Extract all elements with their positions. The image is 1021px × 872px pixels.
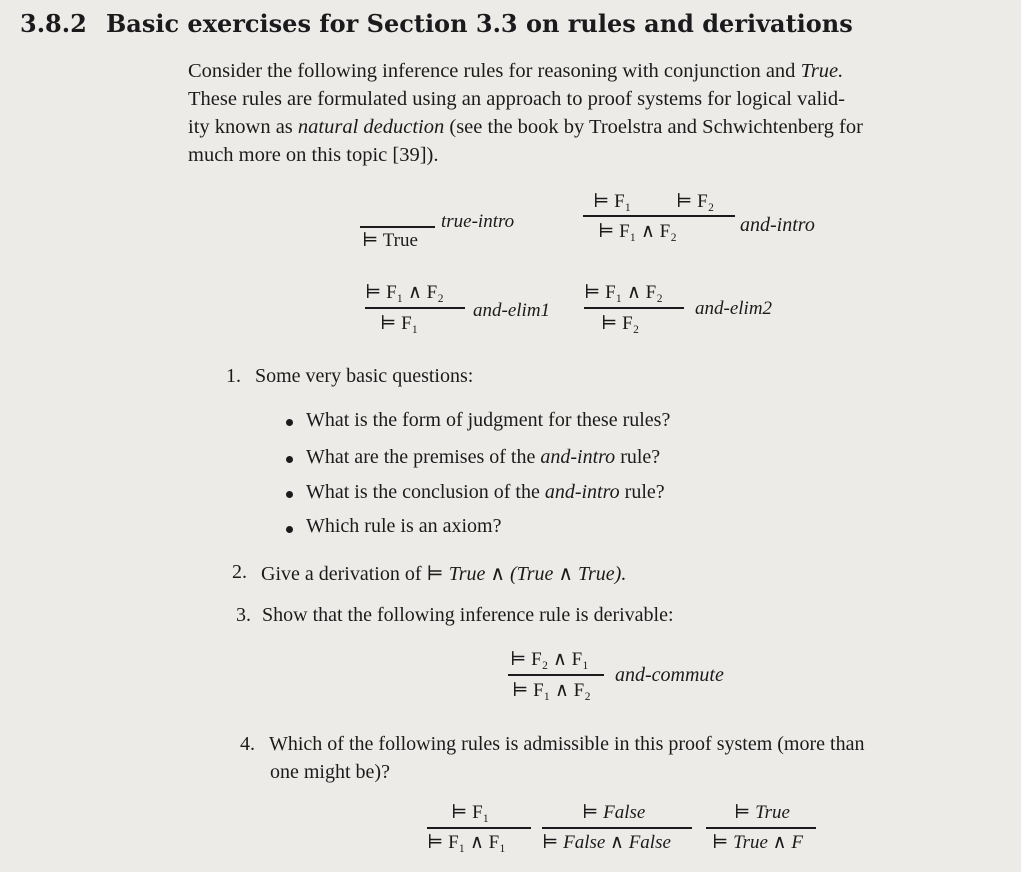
rule-premise: ⊨ F₁ ∧ F₂ — [584, 282, 663, 303]
rule-conclusion: ⊨ True ∧ F — [712, 832, 803, 853]
section-title: Basic exercises for Section 3.3 on rules and derivations — [106, 9, 853, 38]
rule-conclusion: ⊨ False ∧ False — [542, 832, 671, 853]
intro-line-3: ity known as natural deduction (see the book by Troelstra and Schwichtenberg for — [188, 116, 863, 138]
rule-conclusion: ⊨ F₂ — [601, 313, 640, 334]
q1-bullet-4: Which rule is an axiom? — [306, 515, 502, 537]
bullet-marker — [286, 419, 293, 426]
rule-bar — [360, 226, 435, 228]
q1-number: 1. — [226, 365, 241, 387]
q4-number: 4. — [240, 733, 255, 755]
q4-line-1: Which of the following rules is admissible in this proof system (more than — [269, 733, 865, 755]
rule-premise: ⊨ F₁ ∧ F₂ — [365, 282, 444, 303]
rule-premise: ⊨ True — [734, 802, 790, 823]
rule-premise-1: ⊨ F₁ — [593, 191, 632, 212]
rule-bar — [583, 215, 735, 217]
bullet-marker — [286, 456, 293, 463]
rule-premise: ⊨ False — [582, 802, 646, 823]
q3-text: Show that the following inference rule is derivable: — [262, 604, 674, 626]
rule-name: and-commute — [615, 664, 724, 686]
q1-bullet-1: What is the form of judgment for these rules? — [306, 409, 671, 431]
q2-text: Give a derivation of ⊨ True ∧ (True ∧ True). — [261, 563, 627, 585]
q4-line-2: one might be)? — [270, 761, 390, 783]
rule-bar — [542, 827, 692, 829]
rule-bar — [584, 307, 684, 309]
bullet-marker — [286, 491, 293, 498]
rule-bar — [427, 827, 531, 829]
q2-formula: ⊨ True ∧ (True ∧ True). — [426, 563, 627, 585]
bullet-marker — [286, 526, 293, 533]
rule-name: and-elim1 — [473, 300, 551, 321]
rule-premise: ⊨ F₂ ∧ F₁ — [510, 649, 589, 670]
q1-text: Some very basic questions: — [255, 365, 474, 387]
intro-line-4: much more on this topic [39]). — [188, 144, 439, 166]
q1-bullet-2: What are the premises of the and-intro rule? — [306, 446, 661, 468]
intro-line-1: Consider the following inference rules for reasoning with conjunction and True. — [188, 60, 844, 82]
rule-premise: ⊨ F₁ — [451, 802, 490, 823]
intro-line-2: These rules are formulated using an approach to proof systems for logical valid- — [188, 88, 845, 110]
q1-bullet-3: What is the conclusion of the and-intro rule? — [306, 481, 665, 503]
rule-conclusion: ⊨ F₁ ∧ F₂ — [598, 221, 677, 242]
rule-conclusion: ⊨ F₁ ∧ F₁ — [427, 832, 506, 853]
q2-number: 2. — [232, 561, 247, 583]
rule-name: and-intro — [740, 214, 815, 236]
rule-conclusion: ⊨ True — [362, 230, 418, 251]
rule-name: and-elim2 — [695, 298, 773, 319]
q3-number: 3. — [236, 604, 251, 626]
rule-premise-2: ⊨ F₂ — [676, 191, 715, 212]
section-number: 3.8.2 — [20, 9, 87, 38]
rule-bar — [508, 674, 604, 676]
rule-conclusion: ⊨ F₁ ∧ F₂ — [512, 680, 591, 701]
intro-paragraph — [188, 57, 1003, 169]
rule-name: true-intro — [441, 211, 515, 232]
rule-conclusion: ⊨ F₁ — [380, 313, 419, 334]
rule-bar — [365, 307, 465, 309]
rule-bar — [706, 827, 816, 829]
